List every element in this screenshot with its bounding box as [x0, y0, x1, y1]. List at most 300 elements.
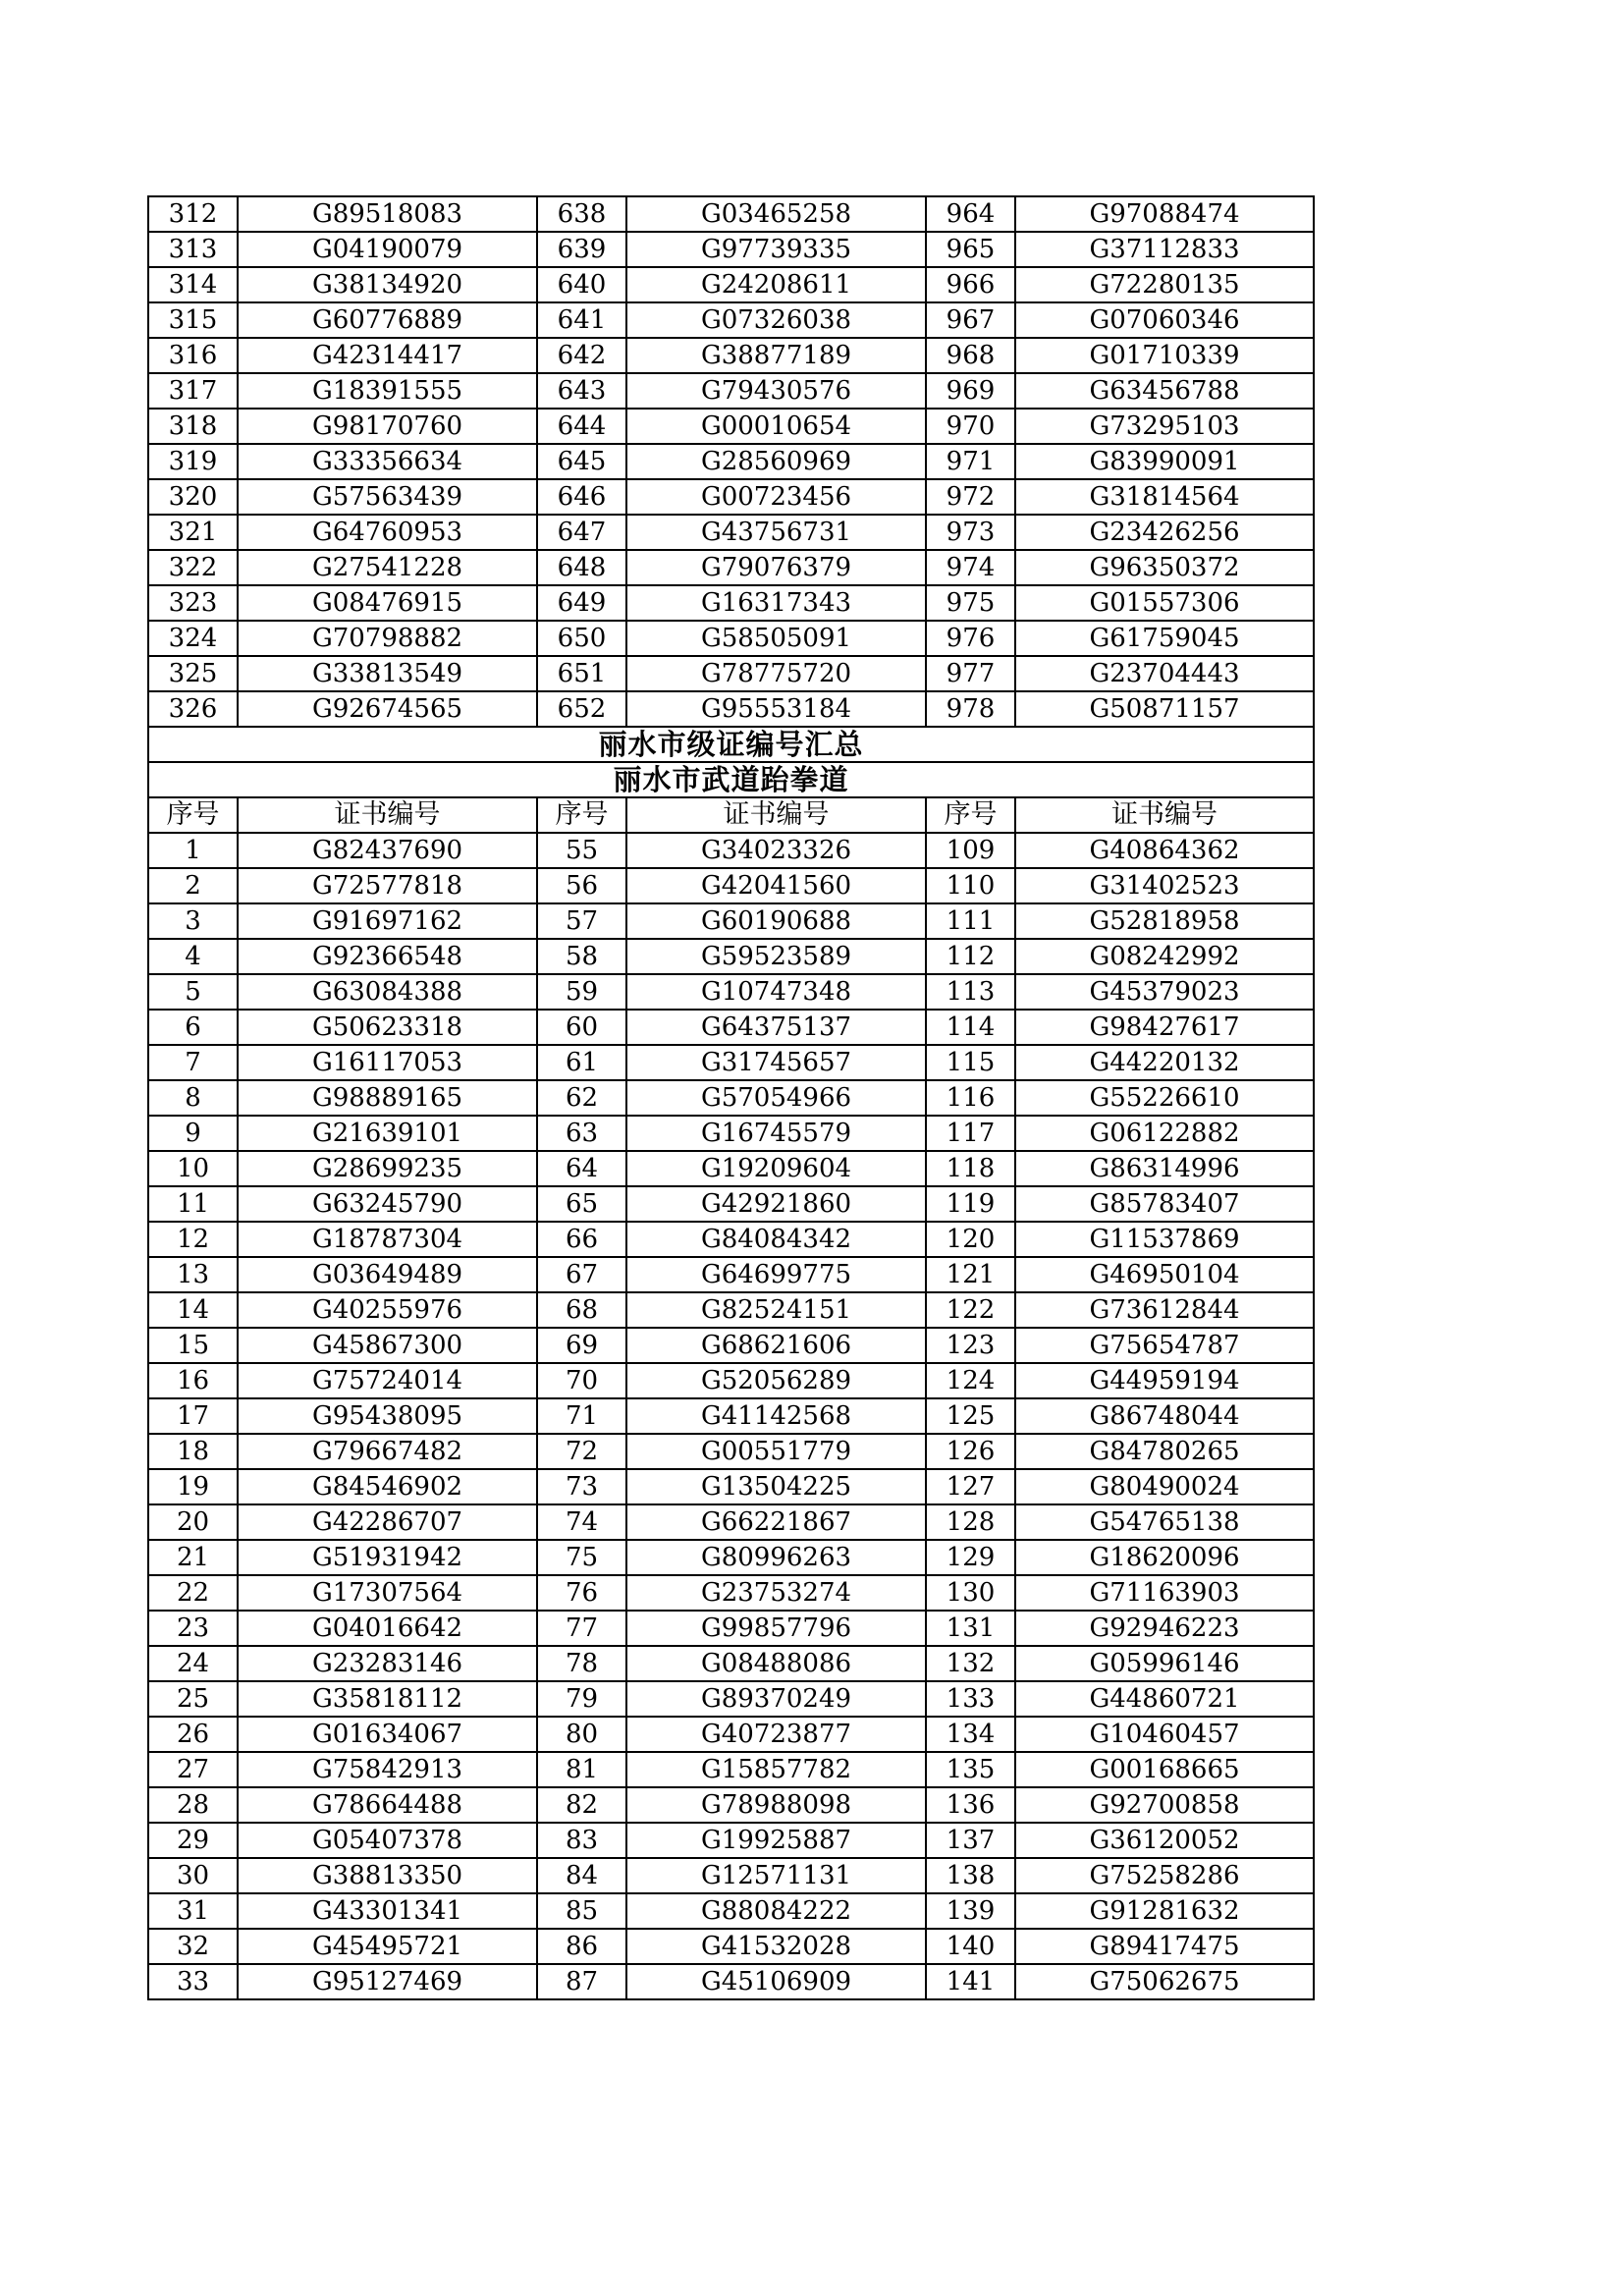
- table-row: [148, 515, 1314, 550]
- certificate-number-cell: G86314996: [1015, 1151, 1314, 1186]
- serial-number-cell: 110: [926, 868, 1015, 903]
- certificate-number-cell: G16317343: [626, 585, 926, 621]
- table-row: [148, 903, 1314, 939]
- certificate-number-cell: G82524151: [626, 1292, 926, 1328]
- serial-number-cell: 967: [926, 302, 1015, 338]
- table-row: [148, 1328, 1314, 1363]
- certificate-number-cell: G13504225: [626, 1469, 926, 1504]
- certificate-number-cell: G91281632: [1015, 1893, 1314, 1929]
- certificate-number-cell: G40864362: [1015, 833, 1314, 868]
- certificate-number-cell: G31814564: [1015, 479, 1314, 515]
- certificate-number-cell: G05996146: [1015, 1646, 1314, 1681]
- certificate-number-cell: G38813350: [238, 1858, 537, 1893]
- serial-number-cell: 6: [148, 1010, 238, 1045]
- serial-number-cell: 8: [148, 1080, 238, 1116]
- serial-number-cell: 126: [926, 1434, 1015, 1469]
- certificate-number-cell: G50871157: [1015, 691, 1314, 727]
- serial-number-cell: 315: [148, 302, 238, 338]
- serial-number-cell: 65: [537, 1186, 626, 1222]
- serial-number-cell: 322: [148, 550, 238, 585]
- table-row: [148, 1222, 1314, 1257]
- column-header-row: [148, 797, 1314, 833]
- serial-number-cell: 977: [926, 656, 1015, 691]
- serial-number-cell: 10: [148, 1151, 238, 1186]
- table-row: [148, 1752, 1314, 1787]
- serial-number-cell: 62: [537, 1080, 626, 1116]
- serial-number-cell: 80: [537, 1717, 626, 1752]
- certificate-number-cell: G63456788: [1015, 373, 1314, 409]
- certificate-number-cell: G92674565: [238, 691, 537, 727]
- column-header: 序号: [148, 797, 238, 833]
- certificate-number-cell: G57054966: [626, 1080, 926, 1116]
- serial-number-cell: 7: [148, 1045, 238, 1080]
- table-row: [148, 1717, 1314, 1752]
- serial-number-cell: 114: [926, 1010, 1015, 1045]
- serial-number-cell: 976: [926, 621, 1015, 656]
- certificate-number-cell: G79667482: [238, 1434, 537, 1469]
- certificate-number-cell: G04016642: [238, 1611, 537, 1646]
- column-header: 证书编号: [238, 797, 537, 833]
- serial-number-cell: 55: [537, 833, 626, 868]
- certificate-number-cell: G98889165: [238, 1080, 537, 1116]
- certificate-number-cell: G28560969: [626, 444, 926, 479]
- serial-number-cell: 136: [926, 1787, 1015, 1823]
- certificate-number-cell: G82437690: [238, 833, 537, 868]
- serial-number-cell: 129: [926, 1540, 1015, 1575]
- certificate-number-cell: G40255976: [238, 1292, 537, 1328]
- table-row: [148, 267, 1314, 302]
- certificate-number-cell: G80490024: [1015, 1469, 1314, 1504]
- certificate-number-cell: G23753274: [626, 1575, 926, 1611]
- serial-number-cell: 81: [537, 1752, 626, 1787]
- certificate-number-cell: G08242992: [1015, 939, 1314, 974]
- serial-number-cell: 73: [537, 1469, 626, 1504]
- serial-number-cell: 652: [537, 691, 626, 727]
- certificate-number-cell: G00723456: [626, 479, 926, 515]
- serial-number-cell: 133: [926, 1681, 1015, 1717]
- serial-number-cell: 975: [926, 585, 1015, 621]
- certificate-number-cell: G73295103: [1015, 409, 1314, 444]
- certificate-number-cell: G41532028: [626, 1929, 926, 1964]
- table-row: [148, 1398, 1314, 1434]
- serial-number-cell: 69: [537, 1328, 626, 1363]
- serial-number-cell: 965: [926, 232, 1015, 267]
- serial-number-cell: 33: [148, 1964, 238, 1999]
- serial-number-cell: 124: [926, 1363, 1015, 1398]
- table-row: [148, 479, 1314, 515]
- certificate-number-cell: G21639101: [238, 1116, 537, 1151]
- certificate-number-cell: G10460457: [1015, 1717, 1314, 1752]
- serial-number-cell: 647: [537, 515, 626, 550]
- certificate-number-cell: G63245790: [238, 1186, 537, 1222]
- section-subtitle: 丽水市武道跆拳道: [148, 762, 1314, 797]
- serial-number-cell: 312: [148, 196, 238, 232]
- certificate-number-cell: G75258286: [1015, 1858, 1314, 1893]
- serial-number-cell: 646: [537, 479, 626, 515]
- serial-number-cell: 66: [537, 1222, 626, 1257]
- certificate-number-cell: G73612844: [1015, 1292, 1314, 1328]
- serial-number-cell: 316: [148, 338, 238, 373]
- serial-number-cell: 61: [537, 1045, 626, 1080]
- section-headings: [148, 727, 1314, 833]
- serial-number-cell: 15: [148, 1328, 238, 1363]
- serial-number-cell: 21: [148, 1540, 238, 1575]
- section-title: 丽水市级证编号汇总: [148, 727, 1314, 762]
- top-section-rows: [148, 196, 1314, 727]
- certificate-number-cell: G70798882: [238, 621, 537, 656]
- table-row: [148, 974, 1314, 1010]
- serial-number-cell: 14: [148, 1292, 238, 1328]
- serial-number-cell: 27: [148, 1752, 238, 1787]
- certificate-number-cell: G01710339: [1015, 338, 1314, 373]
- certificate-number-cell: G92366548: [238, 939, 537, 974]
- certificate-number-cell: G24208611: [626, 267, 926, 302]
- serial-number-cell: 320: [148, 479, 238, 515]
- serial-number-cell: 57: [537, 903, 626, 939]
- certificate-number-cell: G35818112: [238, 1681, 537, 1717]
- serial-number-cell: 319: [148, 444, 238, 479]
- certificate-number-cell: G12571131: [626, 1858, 926, 1893]
- serial-number-cell: 75: [537, 1540, 626, 1575]
- serial-number-cell: 32: [148, 1929, 238, 1964]
- certificate-number-cell: G34023326: [626, 833, 926, 868]
- certificate-number-cell: G23283146: [238, 1646, 537, 1681]
- certificate-number-cell: G61759045: [1015, 621, 1314, 656]
- serial-number-cell: 74: [537, 1504, 626, 1540]
- certificate-number-cell: G31402523: [1015, 868, 1314, 903]
- table-row: [148, 939, 1314, 974]
- certificate-number-cell: G06122882: [1015, 1116, 1314, 1151]
- serial-number-cell: 325: [148, 656, 238, 691]
- serial-number-cell: 128: [926, 1504, 1015, 1540]
- certificate-number-cell: G04190079: [238, 232, 537, 267]
- title-row: [148, 727, 1314, 762]
- certificate-number-cell: G97739335: [626, 232, 926, 267]
- serial-number-cell: 58: [537, 939, 626, 974]
- serial-number-cell: 79: [537, 1681, 626, 1717]
- certificate-number-cell: G18391555: [238, 373, 537, 409]
- certificate-number-cell: G40723877: [626, 1717, 926, 1752]
- table-row: [148, 1681, 1314, 1717]
- bottom-section-rows: [148, 833, 1314, 1999]
- serial-number-cell: 123: [926, 1328, 1015, 1363]
- certificate-number-cell: G33813549: [238, 656, 537, 691]
- serial-number-cell: 72: [537, 1434, 626, 1469]
- table-row: [148, 1045, 1314, 1080]
- table-row: [148, 1575, 1314, 1611]
- table-row: [148, 232, 1314, 267]
- table-row: [148, 444, 1314, 479]
- serial-number-cell: 644: [537, 409, 626, 444]
- table-row: [148, 1116, 1314, 1151]
- certificate-number-cell: G43756731: [626, 515, 926, 550]
- certificate-number-cell: G97088474: [1015, 196, 1314, 232]
- serial-number-cell: 131: [926, 1611, 1015, 1646]
- table-row: [148, 1469, 1314, 1504]
- certificate-number-cell: G37112833: [1015, 232, 1314, 267]
- certificate-number-cell: G50623318: [238, 1010, 537, 1045]
- column-header: 证书编号: [1015, 797, 1314, 833]
- serial-number-cell: 28: [148, 1787, 238, 1823]
- table-row: [148, 1893, 1314, 1929]
- table-row: [148, 1363, 1314, 1398]
- serial-number-cell: 968: [926, 338, 1015, 373]
- serial-number-cell: 112: [926, 939, 1015, 974]
- serial-number-cell: 56: [537, 868, 626, 903]
- certificate-number-cell: G75842913: [238, 1752, 537, 1787]
- certificate-number-cell: G01557306: [1015, 585, 1314, 621]
- serial-number-cell: 645: [537, 444, 626, 479]
- certificate-number-cell: G63084388: [238, 974, 537, 1010]
- certificate-number-cell: G58505091: [626, 621, 926, 656]
- certificate-number-cell: G51931942: [238, 1540, 537, 1575]
- certificate-number-cell: G43301341: [238, 1893, 537, 1929]
- serial-number-cell: 59: [537, 974, 626, 1010]
- serial-number-cell: 978: [926, 691, 1015, 727]
- certificate-number-cell: G45379023: [1015, 974, 1314, 1010]
- certificate-number-cell: G64699775: [626, 1257, 926, 1292]
- table-row: [148, 1929, 1314, 1964]
- serial-number-cell: 318: [148, 409, 238, 444]
- certificate-number-cell: G15857782: [626, 1752, 926, 1787]
- table-row: [148, 1080, 1314, 1116]
- serial-number-cell: 17: [148, 1398, 238, 1434]
- serial-number-cell: 71: [537, 1398, 626, 1434]
- certificate-number-cell: G75654787: [1015, 1328, 1314, 1363]
- certificate-number-cell: G07326038: [626, 302, 926, 338]
- certificate-number-cell: G64760953: [238, 515, 537, 550]
- serial-number-cell: 18: [148, 1434, 238, 1469]
- certificate-number-cell: G00551779: [626, 1434, 926, 1469]
- certificate-number-cell: G85783407: [1015, 1186, 1314, 1222]
- certificate-number-cell: G95553184: [626, 691, 926, 727]
- certificate-number-cell: G84780265: [1015, 1434, 1314, 1469]
- certificate-number-cell: G84084342: [626, 1222, 926, 1257]
- serial-number-cell: 974: [926, 550, 1015, 585]
- serial-number-cell: 113: [926, 974, 1015, 1010]
- certificate-number-cell: G86748044: [1015, 1398, 1314, 1434]
- certificate-number-cell: G55226610: [1015, 1080, 1314, 1116]
- serial-number-cell: 12: [148, 1222, 238, 1257]
- certificate-number-cell: G98427617: [1015, 1010, 1314, 1045]
- table-row: [148, 373, 1314, 409]
- table-row: [148, 1858, 1314, 1893]
- certificate-number-cell: G98170760: [238, 409, 537, 444]
- certificate-number-cell: G00010654: [626, 409, 926, 444]
- serial-number-cell: 122: [926, 1292, 1015, 1328]
- table-row: [148, 196, 1314, 232]
- table-row: [148, 1964, 1314, 1999]
- certificate-number-cell: G95438095: [238, 1398, 537, 1434]
- certificate-number-cell: G80996263: [626, 1540, 926, 1575]
- table-row: [148, 833, 1314, 868]
- serial-number-cell: 25: [148, 1681, 238, 1717]
- table-row: [148, 1186, 1314, 1222]
- certificate-number-cell: G45867300: [238, 1328, 537, 1363]
- serial-number-cell: 63: [537, 1116, 626, 1151]
- certificate-number-cell: G75724014: [238, 1363, 537, 1398]
- serial-number-cell: 130: [926, 1575, 1015, 1611]
- table-row: [148, 338, 1314, 373]
- serial-number-cell: 20: [148, 1504, 238, 1540]
- table-row: [148, 1787, 1314, 1823]
- serial-number-cell: 972: [926, 479, 1015, 515]
- certificate-number-cell: G00168665: [1015, 1752, 1314, 1787]
- serial-number-cell: 135: [926, 1752, 1015, 1787]
- table-row: [148, 1611, 1314, 1646]
- serial-number-cell: 639: [537, 232, 626, 267]
- serial-number-cell: 84: [537, 1858, 626, 1893]
- certificate-number-cell: G17307564: [238, 1575, 537, 1611]
- certificate-number-cell: G33356634: [238, 444, 537, 479]
- table-row: [148, 409, 1314, 444]
- table-row: [148, 1504, 1314, 1540]
- certificate-number-cell: G78664488: [238, 1787, 537, 1823]
- certificate-number-cell: G72280135: [1015, 267, 1314, 302]
- table-row: [148, 1540, 1314, 1575]
- table-row: [148, 302, 1314, 338]
- serial-number-cell: 640: [537, 267, 626, 302]
- table-row: [148, 1151, 1314, 1186]
- serial-number-cell: 139: [926, 1893, 1015, 1929]
- certificate-number-cell: G03649489: [238, 1257, 537, 1292]
- serial-number-cell: 643: [537, 373, 626, 409]
- certificate-number-cell: G79430576: [626, 373, 926, 409]
- certificate-number-cell: G72577818: [238, 868, 537, 903]
- serial-number-cell: 82: [537, 1787, 626, 1823]
- certificate-number-cell: G16117053: [238, 1045, 537, 1080]
- serial-number-cell: 22: [148, 1575, 238, 1611]
- serial-number-cell: 132: [926, 1646, 1015, 1681]
- certificate-number-cell: G05407378: [238, 1823, 537, 1858]
- serial-number-cell: 642: [537, 338, 626, 373]
- serial-number-cell: 323: [148, 585, 238, 621]
- column-header: 序号: [537, 797, 626, 833]
- certificate-number-cell: G78988098: [626, 1787, 926, 1823]
- certificate-number-cell: G42041560: [626, 868, 926, 903]
- serial-number-cell: 29: [148, 1823, 238, 1858]
- serial-number-cell: 23: [148, 1611, 238, 1646]
- certificate-number-cell: G96350372: [1015, 550, 1314, 585]
- certificate-number-cell: G41142568: [626, 1398, 926, 1434]
- certificate-number-cell: G71163903: [1015, 1575, 1314, 1611]
- table-row: [148, 1434, 1314, 1469]
- serial-number-cell: 9: [148, 1116, 238, 1151]
- serial-number-cell: 87: [537, 1964, 626, 1999]
- serial-number-cell: 118: [926, 1151, 1015, 1186]
- serial-number-cell: 121: [926, 1257, 1015, 1292]
- certificate-number-cell: G89518083: [238, 196, 537, 232]
- serial-number-cell: 973: [926, 515, 1015, 550]
- serial-number-cell: 83: [537, 1823, 626, 1858]
- serial-number-cell: 641: [537, 302, 626, 338]
- certificate-number-cell: G11537869: [1015, 1222, 1314, 1257]
- serial-number-cell: 117: [926, 1116, 1015, 1151]
- serial-number-cell: 141: [926, 1964, 1015, 1999]
- certificate-number-cell: G38877189: [626, 338, 926, 373]
- serial-number-cell: 60: [537, 1010, 626, 1045]
- certificate-number-cell: G01634067: [238, 1717, 537, 1752]
- certificate-number-cell: G18787304: [238, 1222, 537, 1257]
- serial-number-cell: 324: [148, 621, 238, 656]
- certificate-number-cell: G54765138: [1015, 1504, 1314, 1540]
- serial-number-cell: 964: [926, 196, 1015, 232]
- serial-number-cell: 64: [537, 1151, 626, 1186]
- serial-number-cell: 5: [148, 974, 238, 1010]
- serial-number-cell: 30: [148, 1858, 238, 1893]
- serial-number-cell: 86: [537, 1929, 626, 1964]
- certificate-number-cell: G03465258: [626, 196, 926, 232]
- table-row: [148, 1292, 1314, 1328]
- certificate-number-cell: G89370249: [626, 1681, 926, 1717]
- serial-number-cell: 3: [148, 903, 238, 939]
- serial-number-cell: 70: [537, 1363, 626, 1398]
- certificate-number-cell: G57563439: [238, 479, 537, 515]
- certificate-number-cell: G19209604: [626, 1151, 926, 1186]
- certificate-number-cell: G07060346: [1015, 302, 1314, 338]
- certificate-number-cell: G60190688: [626, 903, 926, 939]
- certificate-number-cell: G91697162: [238, 903, 537, 939]
- serial-number-cell: 11: [148, 1186, 238, 1222]
- certificate-table: [147, 195, 1315, 2000]
- column-header: 证书编号: [626, 797, 926, 833]
- serial-number-cell: 137: [926, 1823, 1015, 1858]
- serial-number-cell: 127: [926, 1469, 1015, 1504]
- serial-number-cell: 13: [148, 1257, 238, 1292]
- serial-number-cell: 109: [926, 833, 1015, 868]
- certificate-number-cell: G45495721: [238, 1929, 537, 1964]
- table-row: [148, 1010, 1314, 1045]
- certificate-number-cell: G23704443: [1015, 656, 1314, 691]
- certificate-number-cell: G95127469: [238, 1964, 537, 1999]
- serial-number-cell: 77: [537, 1611, 626, 1646]
- serial-number-cell: 67: [537, 1257, 626, 1292]
- certificate-number-cell: G89417475: [1015, 1929, 1314, 1964]
- certificate-number-cell: G92946223: [1015, 1611, 1314, 1646]
- certificate-number-cell: G60776889: [238, 302, 537, 338]
- table-row: [148, 868, 1314, 903]
- certificate-number-cell: G99857796: [626, 1611, 926, 1646]
- serial-number-cell: 969: [926, 373, 1015, 409]
- serial-number-cell: 68: [537, 1292, 626, 1328]
- serial-number-cell: 317: [148, 373, 238, 409]
- certificate-number-cell: G84546902: [238, 1469, 537, 1504]
- table-row: [148, 585, 1314, 621]
- certificate-number-cell: G59523589: [626, 939, 926, 974]
- certificate-number-cell: G44220132: [1015, 1045, 1314, 1080]
- certificate-number-cell: G18620096: [1015, 1540, 1314, 1575]
- serial-number-cell: 651: [537, 656, 626, 691]
- certificate-number-cell: G44860721: [1015, 1681, 1314, 1717]
- table-row: [148, 1646, 1314, 1681]
- table-row: [148, 1823, 1314, 1858]
- serial-number-cell: 140: [926, 1929, 1015, 1964]
- certificate-number-cell: G28699235: [238, 1151, 537, 1186]
- serial-number-cell: 111: [926, 903, 1015, 939]
- certificate-number-cell: G16745579: [626, 1116, 926, 1151]
- table-row: [148, 550, 1314, 585]
- certificate-number-cell: G78775720: [626, 656, 926, 691]
- table-row: [148, 656, 1314, 691]
- serial-number-cell: 16: [148, 1363, 238, 1398]
- certificate-number-cell: G44959194: [1015, 1363, 1314, 1398]
- certificate-number-cell: G42286707: [238, 1504, 537, 1540]
- certificate-number-cell: G66221867: [626, 1504, 926, 1540]
- certificate-number-cell: G08488086: [626, 1646, 926, 1681]
- serial-number-cell: 650: [537, 621, 626, 656]
- certificate-number-cell: G45106909: [626, 1964, 926, 1999]
- table-row: [148, 1257, 1314, 1292]
